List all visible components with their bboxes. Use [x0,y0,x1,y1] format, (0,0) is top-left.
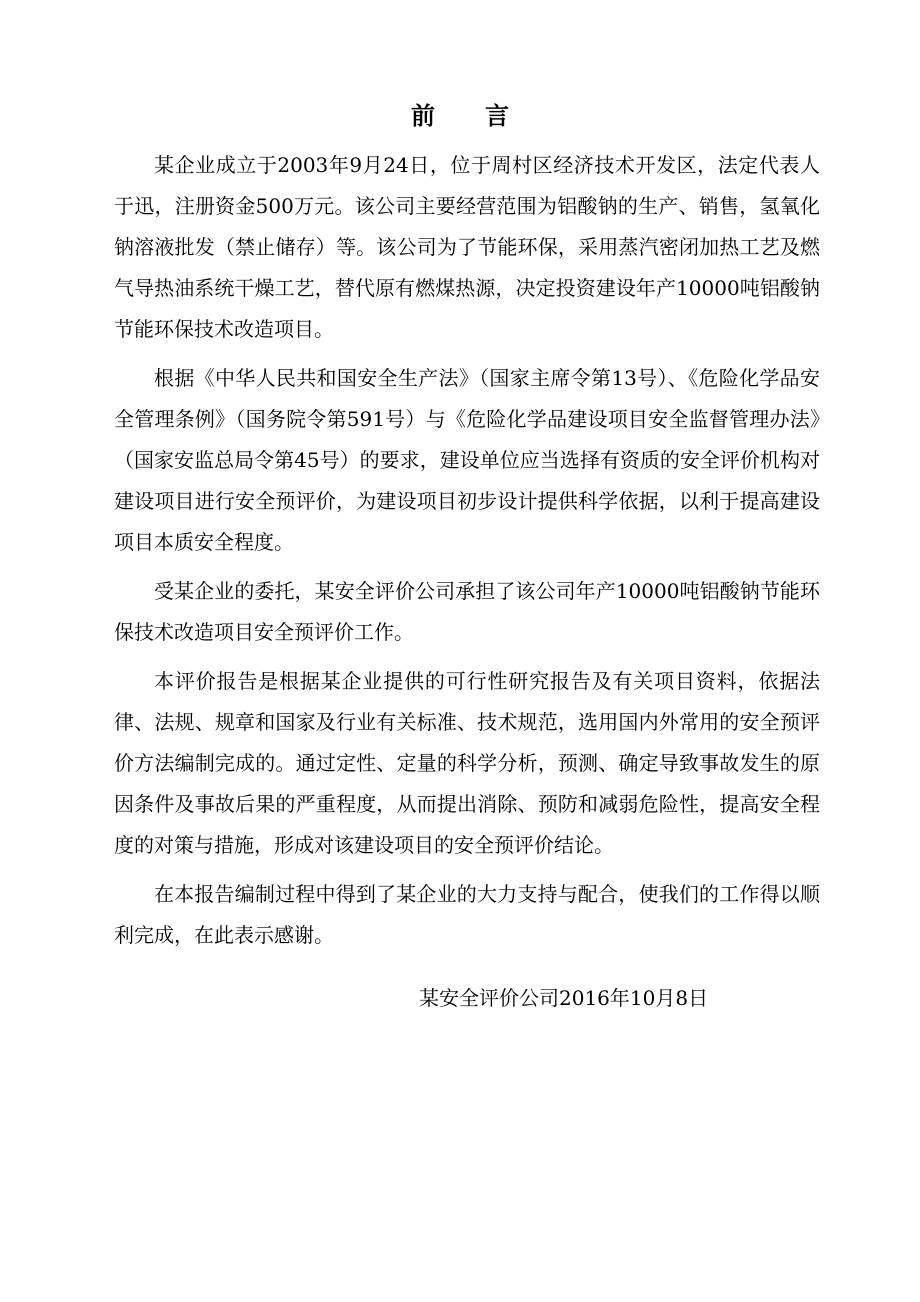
paragraph-intro: 某企业成立于2003年9月24日，位于周村区经济技术开发区，法定代表人于迅，注册资金500万元。该公司主要经营范围为铝酸钠的生产、销售，氢氧化钠溶液批发（禁止储存）等。该公司为了节能环保，采用蒸汽密闭加热工艺及燃气导热油系统干燥工艺，替代原有燃煤热源，决定投资建设年产10000吨铝酸钠节能环保技术改造项目。 [114,153,820,341]
paragraph-commission: 受某企业的委托，某安全评价公司承担了该公司年产10000吨铝酸钠节能环保技术改造项目安全预评价工作。 [114,579,820,644]
document-body [114,145,820,964]
signature-line: 某安全评价公司2016年10月8日 [419,986,709,1010]
page-title: 前言 [411,101,559,130]
paragraph-legal-basis: 根据《中华人民共和国安全生产法》（国家主席令第13号）、《危险化学品安全管理条例》（国务院令第591号）与《危险化学品建设项目安全监督管理办法》（国家安监总局令第45号）的要求，建设单位应当选择有资质的安全评价机构对建设项目进行安全预评价，为建设项目初步设计提供科学依据，以利于提高建设项目本质安全程度。 [114,366,820,554]
paragraph-methodology: 本评价报告是根据某企业提供的可行性研究报告及有关项目资料，依据法律、法规、规章和国家及行业有关标准、技术规范，选用国内外常用的安全预评价方法编制完成的。通过定性、定量的科学分析，预测、确定导致事故发生的原因条件及事故后果的严重程度，从而提出消除、预防和减弱危险性，提高安全程度的对策与措施，形成对该建设项目的安全预评价结论。 [114,669,820,857]
paragraph-acknowledgement: 在本报告编制过程中得到了某企业的大力支持与配合，使我们的工作得以顺利完成，在此表示感谢。 [114,882,820,947]
